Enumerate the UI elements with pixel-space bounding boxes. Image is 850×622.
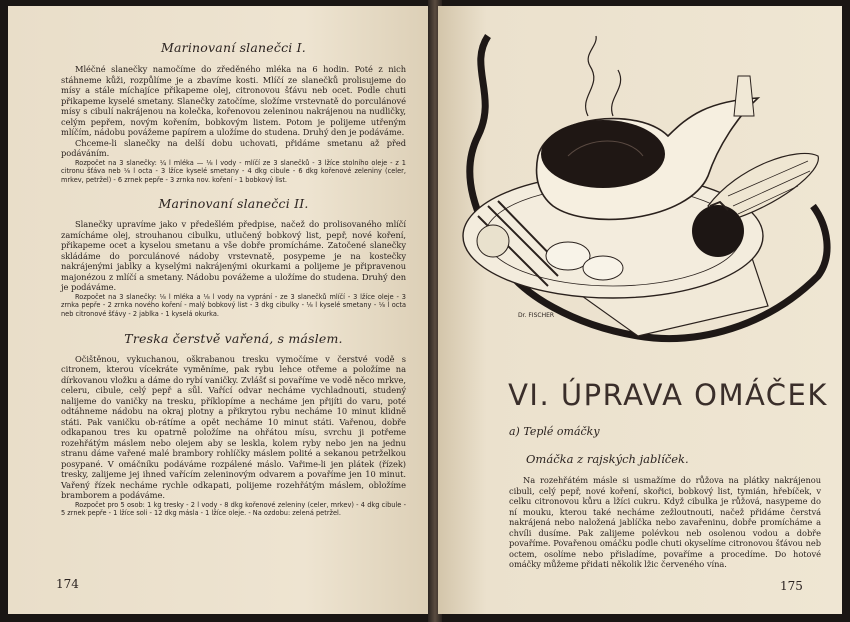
gravy-boat-illustration (438, 6, 842, 366)
right-column (509, 475, 821, 570)
recipe-ingredients: Rozpočet na 3 slanečky: ⅛ l mléka a ⅛ l vody na vyprání - ze 3 slanečků mlíčí - 3 lžíce oleje - 3 zrnka pepře - 2 zrnka nového koření - malý bobkový list - 3 dkg cibulky - ⅛ l kyselé smetany - ⅛ l octa neb citronové šťávy - 2 jablka - 1 kyselá okurka. (61, 292, 406, 318)
page-number: 174 (56, 577, 79, 591)
right-page (438, 6, 842, 614)
section-body: Chceme-li slanečky na delší dobu uchovati, přidáme smetanu až před podáváním. (61, 137, 406, 158)
section-title: Marinovaní slanečci II. (158, 196, 309, 212)
recipe-body: Na rozehřátém másle si usmažíme do růžova na plátky nakrájenou cibuli, celý pepř, nové koření, skořici, bobkový list, tymián, hřebíček, v celku citronovou kůru a lžíci cukru. Když cibulka je růžová, nasypeme do ní mouku, kterou také necháme zežloutnouti, načež přidáme čerstvá nakrájená nebo naložená jablíčka nebo zavařeninu, dobře promícháme a chvíli dusíme. Pak zalijeme polévkou neb osolenou vodou a dobře povaříme. Povařenou omáčku podle chuti okyselíme citronovou šťávou neb octem, osolíme nebo přisladíme, povaříme a procedíme. Do hotové omáčky můžeme přidati několik lžic červeného vína. (509, 475, 821, 569)
section-title: Marinovaní slanečci I. (161, 40, 306, 55)
section-body: Mléčné slanečky namočíme do zředěného mléka na 6 hodin. Poté z nich stáhneme kůži, rozpůlíme je a zbavíme kosti. Mlíčí ze slanečků prolisujeme do mísy a stále míchajíce přikapeme olej, citronovou šťávu neb ocet. Podle chuti přikapeme kyselé smetany. Slanečky zatočíme, složíme vrstevnatě do porculánové mísy s cibulí nakrájenou na kolečka, kořenovou zeleninou nakrájenou na nudličky, celým pepřem, novým kořením, bobkovým listem. Potom je polijeme utřeným mlíčím, nádobu povážeme papírem a uložíme do studena. Druhý den je podáváme. (61, 64, 406, 137)
left-page (8, 6, 432, 614)
recipe-title: Omáčka z rajských jablíček. (526, 452, 689, 466)
section-body: Očištěnou, vykuchanou, oškrabanou tresku vymočíme v čerstvé vodě s citronem, kterou vícekráte vyměníme, pak rybu lehce otřeme a položíme na dírkovanou vložku a dáme do rybí vaničky. Zvlášť si povaříme ve vodě něco mrkve, celeru, cibule, celý pepř a sůl. Vařící odvar necháme vychladnouti, studený nalijeme do vaničky na tresku, příklopíme a necháme jen přijíti do varu, poté odtáhneme nádobu na okraj plotny a přikrytou rybu necháme 10 minut klidně státi. Pak vaničku ob-rátíme a opět necháme 10 minut státi. Vařenou, dobře odkapanou tres ku opatrně položíme na ohřátou mísu, svrchu ji potřeme rozehřátým máslem nebo olejem aby se leskla, kolem ryby nebo jen na jednu stranu dáme vařené malé brambory rohlíčky máslem polité a sekanou petrželkou posypané. V omáčníku podáváme rozpálené máslo. Vařime-li jen plátek (řízek) tresky, zalijeme jej ihned vařícím zeleninovým odvarem a povaříme jen 10 minut. Vařený řízek necháme rychle odkapati, polijeme rozehřátým máslem, obložíme bramborem a podáváme. (61, 353, 406, 501)
illustrator-signature: Dr. FISCHER (518, 312, 555, 319)
section-body: Slanečky upravíme jako v předešlém předpise, načež do prolisovaného mlíčí zamícháme olej, strouhanou cibulku, utlučený bobkový list, pepř, nové koření, přikapeme ocet a kyselou smetanu a vše dobře promícháme. Zatočené slanečky skládáme do porculánové nádoby vrstevnatě, posypeme je na kostečky nakrájenými jablky a kyselými nakrájenými okurkami a polijeme je připravenou majonézou z mlíčí a smetany. Nádobu povážeme a uložíme do studena. Druhý den je podáváme. (61, 219, 406, 293)
subsection-title: a) Teplé omáčky (509, 425, 600, 438)
recipe-ingredients: Rozpočet na 3 slanečky: ¼ l mléka — ⅛ l vody - mlíčí ze 3 slanečků - 3 lžíce stolního oleje - z 1 citronu šťáva neb ⅛ l octa - 3 lžíce kyselé smetany - 4 dkg cibule - 6 dkg kořenové zeleniny (celer, mrkev, petržel) - 6 zrnek pepře - 3 zrnka nov. koření - 1 bobkový list. (61, 158, 406, 184)
recipe-ingredients: Rozpočet pro 5 osob: 1 kg tresky - 2 l vody - 8 dkg kořenové zeleniny (celer, mrkev) - 4 dkg cibule - 5 zrnek pepře - 1 lžíce soli - 12 dkg másla - 1 lžíce oleje. - Na ozdobu: zelená petržel. (61, 500, 406, 518)
chapter-title: VI. ÚPRAVA OMÁČEK (508, 378, 828, 412)
section-title: Treska čerstvě vařená, s máslem. (124, 330, 343, 346)
left-column (61, 36, 406, 518)
page-number: 175 (780, 579, 803, 593)
